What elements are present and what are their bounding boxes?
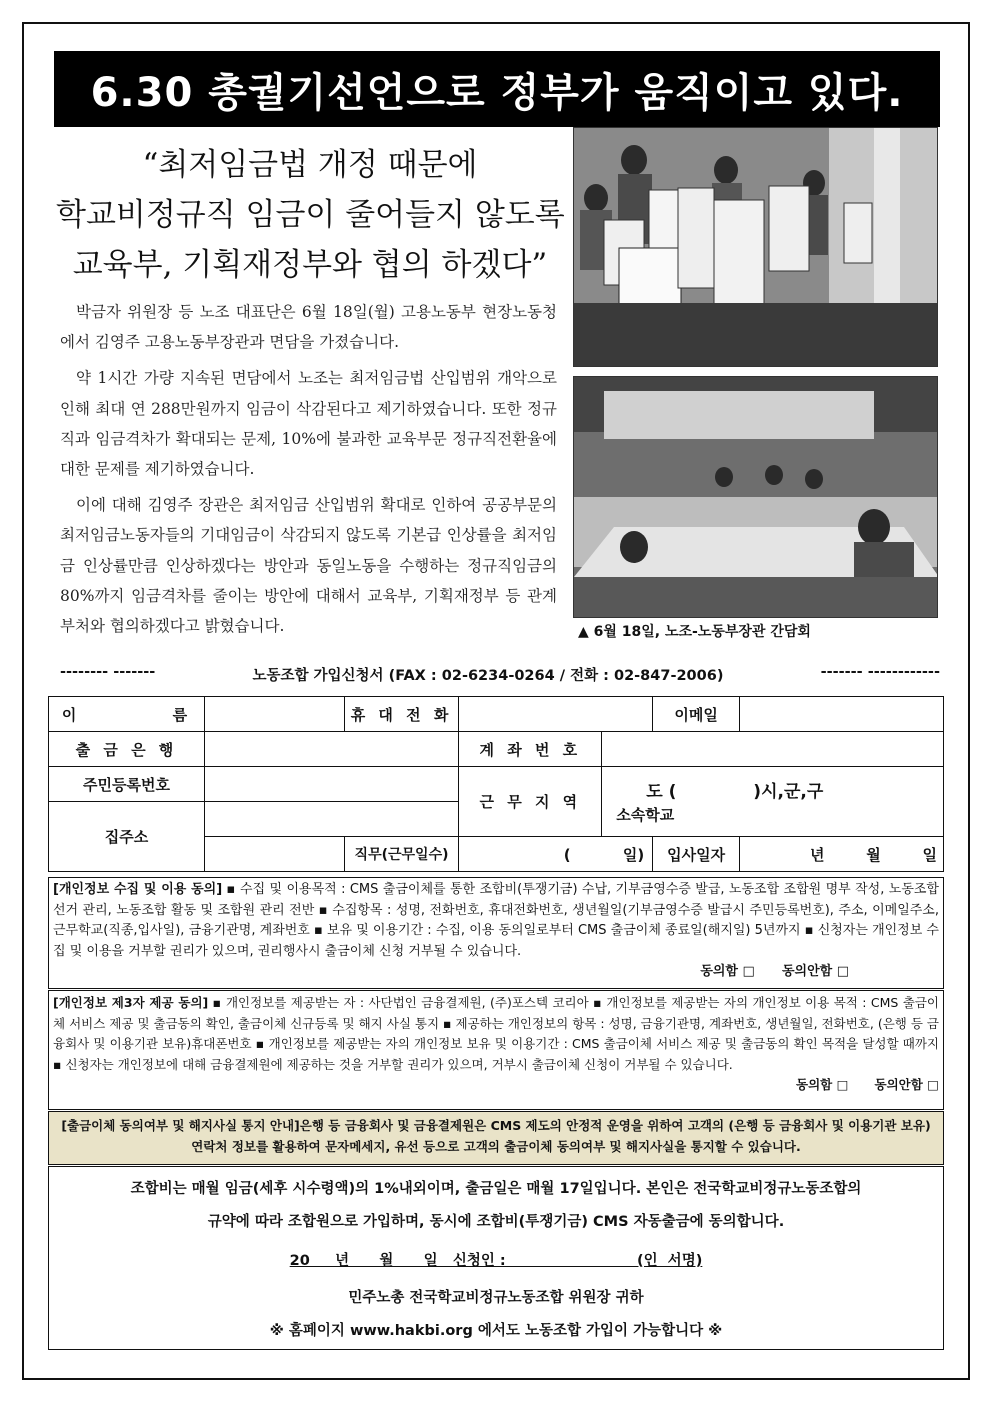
address-input[interactable]	[204, 802, 458, 837]
declaration-line-1: 조합비는 매월 임금(세후 시수령액)의 1%내외이며, 출금일은 매월 17일입니다. 본인은 전국학교비정규노동조합의	[130, 1181, 862, 1197]
hire-date-value: 년 월 일	[809, 845, 937, 864]
article-body	[60, 297, 557, 647]
email-label	[653, 697, 740, 732]
form-title: 노동조합 가입신청서 (FAX : 02-6234-0264 / 전화 : 02-847-2006)	[252, 668, 724, 684]
consent-third-party	[48, 990, 944, 1110]
application-form	[48, 696, 944, 872]
article-paragraph: 이에 대해 김영주 장관은 최저임금 산입범위 확대로 인하여 공공부문의 최저임금노동자들의 기대임금이 삭감되지 않도록 기본급 인상률을 최저임금 인상률만큼 인상하겠다는 방안과 동일노동을 수행하는 정규직임금의 80%까지 임금격차를 줄이는 방안에 대해서 교육부, 기획재정부 등 관계부처와 협의하겠다고 밝혔습니다.	[60, 496, 557, 636]
work-area-label-text: 근 무 지 역	[479, 793, 582, 811]
address-input-2[interactable]	[204, 837, 344, 872]
days-text: ( 일)	[563, 845, 645, 864]
work-area-input[interactable]	[602, 767, 944, 837]
photo-caption: ▲ 6월 18일, 노조-노동부장관 간담회	[578, 624, 811, 640]
consent1-title: [개인정보 수집 및 이용 동의]	[53, 882, 223, 897]
job-label-text: 직무(근무일수)	[354, 847, 449, 863]
quote-line: “최저임금법 개정 때문에	[142, 147, 478, 183]
account-input[interactable]	[602, 732, 944, 767]
bank-input[interactable]	[204, 732, 458, 767]
name-label	[49, 697, 205, 732]
consent2-title: [개인정보 제3자 제공 동의]	[53, 995, 209, 1010]
work-area-label	[459, 767, 602, 837]
name-input[interactable]	[204, 697, 344, 732]
bank-label-text: 출 금 은 행	[75, 740, 178, 759]
email-input[interactable]	[740, 697, 944, 732]
address-label	[49, 802, 205, 872]
resident-no-label	[49, 767, 205, 802]
days-input[interactable]	[459, 837, 653, 872]
headline	[54, 51, 940, 127]
consent2-body: ▪ 개인정보를 제공받는 자 : 사단법인 금융결제원, (주)포스텍 코리아 ▪ 개인정보를 제공받는 자의 개인정보 이용 목적 : CMS 출금이체 서비스 제공 및 출금동의 확인, 출금이체 신규등록 및 해지 사실 통지 ▪ 제공하는 개인정보의 항목 : 성명, 금융기관명, 계좌번호, 생년월일, 전화번호, (은행 등 금융회사 및 이용기관 보유)휴대폰번호 ▪ 개인정보를 제공받는 자의 개인정보 보유 및 이용기간 : CMS 출금이체 서비스 제공 및 출금동의 확인 목적을 달성할 때까지 ▪ 신청자는 개인정보에 대해 금융결제원에 제공하는 것을 거부할 권리가 있으며, 거부시 출금이체 신청이 거부될 수 있습니다.	[53, 995, 939, 1072]
consent-personal-info	[48, 877, 944, 989]
phone-label	[344, 697, 459, 732]
phone-input[interactable]	[459, 697, 653, 732]
pull-quote	[56, 140, 564, 290]
hire-date-input[interactable]	[740, 837, 944, 872]
article-paragraph: 박금자 위원장 등 노조 대표단은 6월 18일(월) 고용노동부 현장노동청에서 김영주 고용노동부장관과 면담을 가졌습니다.	[60, 303, 557, 352]
account-label-text: 계 좌 번 호	[479, 740, 582, 759]
quote-line: 교육부, 기획재정부와 협의 하겠다”	[72, 247, 548, 283]
school-text: 소속학교	[616, 806, 675, 824]
consent1-text	[53, 880, 939, 962]
meeting-photo-scene	[574, 377, 938, 618]
consent2-text	[53, 993, 939, 1075]
resident-no-label-text: 주민등록번호	[83, 775, 170, 794]
job-label	[344, 837, 459, 872]
address-label-text: 집주소	[104, 828, 149, 846]
headline-text: 6.30 총궐기선언으로 정부가 움직이고 있다.	[90, 69, 904, 116]
resident-no-input[interactable]	[204, 767, 458, 802]
homepage-note: ※ 홈페이지 www.hakbi.org 에서도 노동조합 가입이 가능합니다 ※	[269, 1323, 723, 1339]
rally-photo	[573, 127, 938, 367]
email-label-text: 이메일	[674, 705, 718, 724]
hire-date-label-text: 입사일자	[667, 845, 726, 864]
dashes-left: -------- -------	[60, 664, 156, 680]
form-title-row	[60, 664, 940, 685]
hire-date-label	[653, 837, 740, 872]
account-label	[459, 732, 602, 767]
name-label-text: 이 름	[61, 705, 192, 724]
signature-line[interactable]: 20 년 월 일 신청인 : (인 서명)	[289, 1253, 703, 1269]
addressee: 민주노총 전국학교비정규노동조합 위원장 귀하	[348, 1290, 644, 1306]
province-text: 도 ( )시,군,구	[646, 782, 824, 802]
consent2-agree[interactable]: 동의함 □ 동의안함 □	[796, 1077, 939, 1092]
meeting-photo	[573, 376, 938, 618]
declaration-line-2: 규약에 따라 조합원으로 가입하며, 동시에 조합비(투쟁기금) CMS 자동출금에 동의합니다.	[207, 1214, 785, 1230]
phone-label-text: 휴 대 전 화	[350, 705, 453, 724]
bank-label	[49, 732, 205, 767]
consent1-body: ▪ 수집 및 이용목적 : CMS 출금이체를 통한 조합비(투쟁기금) 수납, 기부금영수증 발급, 노동조합 조합원 명부 작성, 노동조합 선거 관리, 노동조합 활동 및 조합원 관리 전반 ▪ 수집항목 : 성명, 전화번호, 휴대전화번호, 생년월일(기부금영수증 발급시 주민등록번호), 주소, 이메일주소, 근무학교(직종,입사일), 금융기관명, 계좌번호 ▪ 보유 및 이용기간 : 수집, 이용 동의일로부터 CMS 출금이체 종료일(해지일) 5년까지 ▪ 신청자는 개인정보 수집 및 이용을 거부할 권리가 있으며, 권리행사시 출금이체 신청 거부될 수 있습니다.	[53, 882, 939, 959]
consent1-agree[interactable]: 동의함 □ 동의안함 □	[700, 964, 849, 979]
quote-line: 학교비정규직 임금이 줄어들지 않도록	[56, 197, 565, 233]
dashes-right: ------- ------------	[820, 664, 940, 680]
final-declaration	[48, 1166, 944, 1350]
withdrawal-notice: [출금이체 동의여부 및 해지사실 통지 안내]은행 등 금융회사 및 금융결제원은 CMS 제도의 안정적 운영을 위하여 고객의 (은행 등 금융회사 및 이용기관 보유) 연락처 정보를 활용하여 문자메세지, 유선 등으로 고객의 출금이체 동의여부 및 해지사실을 통지할 수 있습니다.	[48, 1111, 944, 1165]
rally-photo-figures	[574, 128, 938, 367]
article-paragraph: 약 1시간 가량 지속된 면담에서 노조는 최저임금법 산입범위 개악으로 인해 최대 연 288만원까지 임금이 삭감된다고 제기하였습니다. 또한 정규직과 임금격차가 확대되는 문제, 10%에 불과한 교육부문 정규직전환율에 대한 문제를 제기하였습니다.	[60, 369, 557, 479]
